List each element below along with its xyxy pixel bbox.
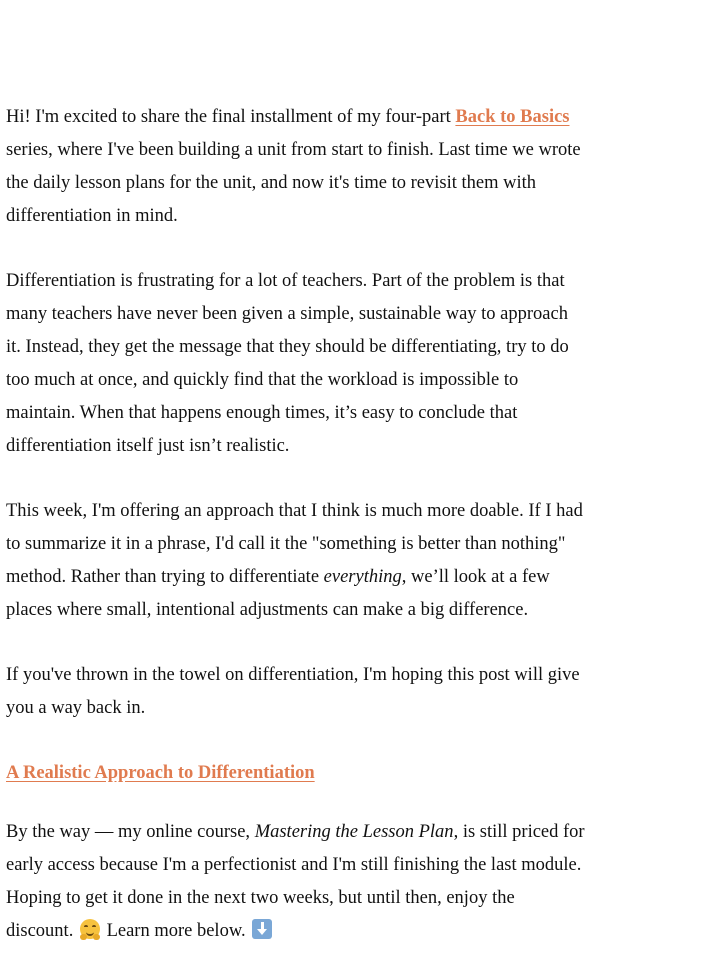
learn-more-text: Learn more below. bbox=[101, 921, 251, 941]
intro-paragraph-4: If you've thrown in the towel on differentiation, I'm hoping this post will give you a way back in. bbox=[6, 665, 580, 718]
intro-paragraph-2: Differentiation is frustrating for a lot of teachers. Part of the problem is that many teachers have never been given a simple, sustainable way to approach it. Instead, they get the message that they should be differentiating, try to do too much at once, and quickly find that the workload is impossible to maintain. When that happens enough times, it’s easy to conclude that differentiation itself just isn’t realistic. bbox=[6, 271, 569, 456]
intro-text: Hi! I'm excited to share the final installment of my four-part bbox=[6, 107, 456, 127]
promo-text: , is still priced for early access because I'm a perfectionist and I'm still finishing the last module. Hoping to get it done in the next two weeks, but until then, enjoy the discount. bbox=[6, 822, 585, 941]
intro-text: , we’ll look at a few places where small, intentional adjustments can make a big difference. bbox=[6, 567, 550, 620]
emphasis-everything: everything bbox=[323, 567, 402, 587]
article-body bbox=[6, 101, 586, 980]
back-to-basics-link[interactable]: Back to Basics bbox=[455, 107, 570, 127]
course-title: Mastering the Lesson Plan bbox=[254, 822, 454, 842]
realistic-approach-link[interactable]: A Realistic Approach to Differentiation bbox=[6, 763, 315, 783]
hugging-face-icon bbox=[80, 919, 100, 939]
intro-text: series, where I've been building a unit from start to finish. Last time we wrote the daily lesson plans for the unit, and now it's time to revisit them with differentiation in mind. bbox=[6, 140, 581, 226]
intro-paragraph-1 bbox=[6, 101, 586, 233]
intro-text: This week, I'm offering an approach that I think is much more doable. If I had to summarize it in a phrase, I'd call it the "something is better than nothing" method. Rather than trying to differentiate bbox=[6, 501, 583, 587]
promo-text: By the way — my online course, bbox=[6, 822, 255, 842]
section-heading bbox=[6, 757, 586, 790]
intro-paragraph-3 bbox=[6, 495, 586, 627]
promo-paragraph bbox=[6, 816, 586, 948]
down-arrow-icon bbox=[252, 919, 272, 939]
